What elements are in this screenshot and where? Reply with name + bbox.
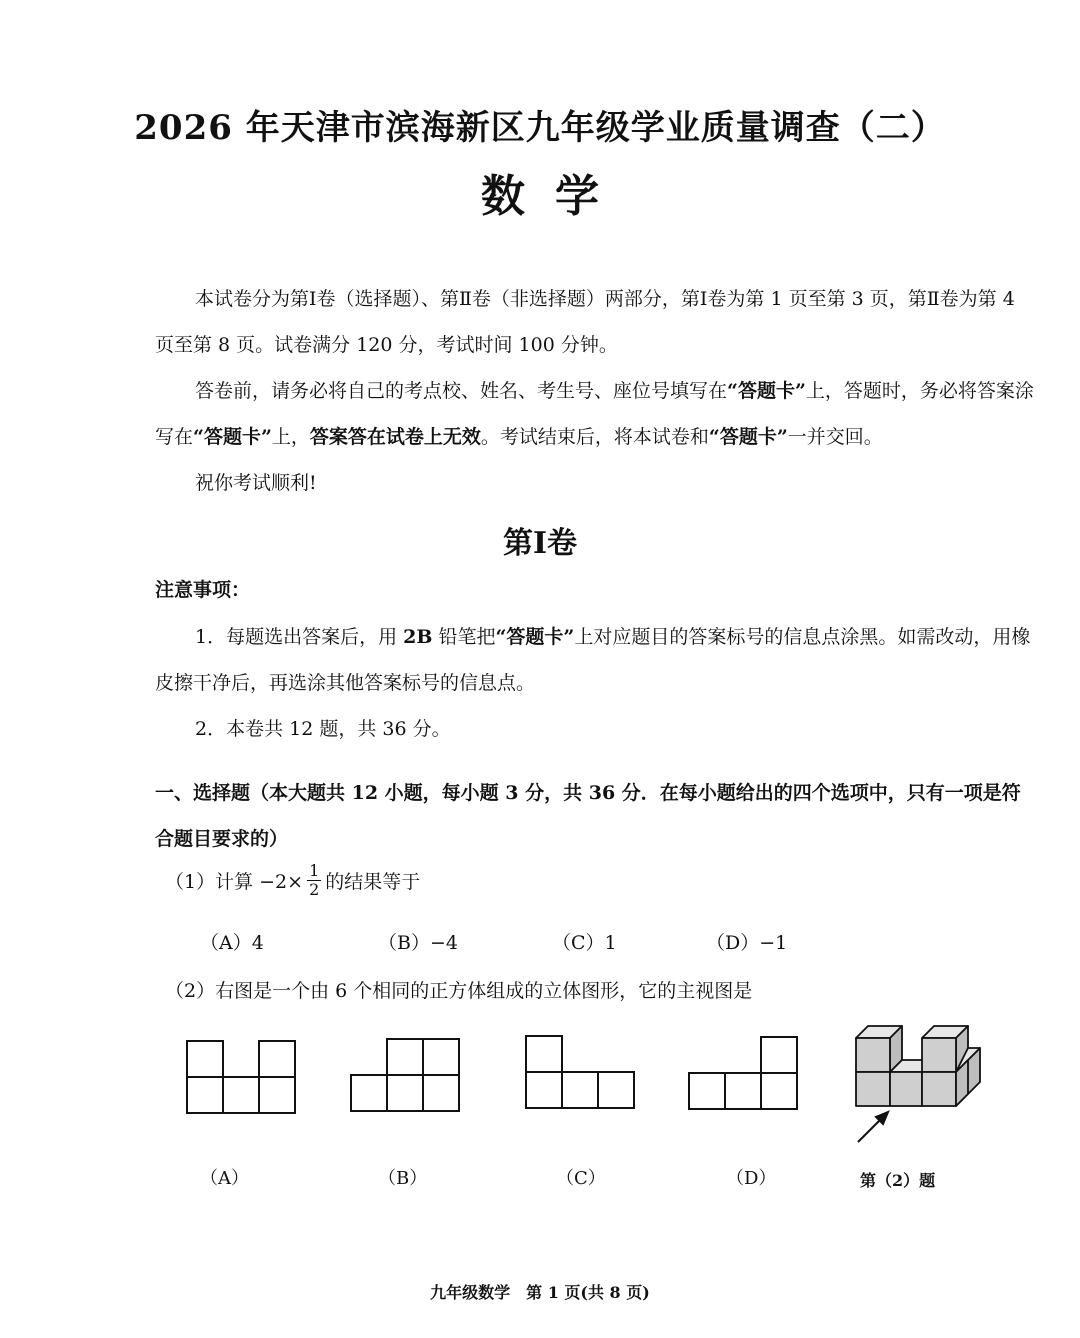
intro-text: 上，答题时，务必将答案涂写在	[155, 380, 1034, 448]
intro-paragraph-1: 本试卷分为第Ⅰ卷（选择题）、第Ⅱ卷（非选择题）两部分，第Ⅰ卷为第 1 页至第 3 页，第Ⅱ卷为第 4 页至第 8 页。试卷满分 120 分，考试时间 100 分钟。	[155, 288, 1015, 356]
note-text: 1．每题选出答案后，用	[195, 626, 404, 648]
page-title: 2026 年天津市滨海新区九年级学业质量调查（二）	[134, 108, 946, 148]
option-a-label: （A）	[200, 1168, 249, 1189]
option-b-label: （B）	[378, 1168, 428, 1189]
option-c-label: （C）	[556, 1168, 606, 1189]
answer-card-label: “答题卡”	[708, 426, 788, 448]
good-luck-text: 祝你考试顺利!	[195, 472, 317, 494]
question-1-stem	[165, 862, 420, 899]
fraction	[307, 862, 321, 899]
answer-card-label: “答题卡”	[193, 426, 272, 448]
intro-text: 上，	[271, 426, 310, 448]
option-b-figure	[350, 1038, 462, 1114]
question-1-prefix: （1）计算 −2×	[165, 871, 304, 893]
note-text: 上对应题目的答案标号的信息点涂黑。如需改动，用橡皮擦干净后，再选涂其他答案标号的信息点。	[155, 626, 1031, 694]
fraction-numerator: 1	[309, 861, 320, 880]
q1-option-a: （A）4	[200, 932, 264, 954]
q1-option-c: （C）1	[552, 932, 617, 954]
answer-card-label: “答题卡”	[727, 380, 806, 402]
page-footer: 九年级数学 第 1 页(共 8 页)	[430, 1283, 650, 1302]
option-a-figure	[186, 1040, 298, 1116]
answer-card-label: “答题卡”	[495, 626, 575, 648]
intro-paragraph-2	[155, 368, 1035, 460]
question-1-suffix: 的结果等于	[325, 871, 421, 893]
intro-text: 一并交回。	[787, 426, 883, 448]
notes-heading: 注意事项：	[155, 579, 251, 601]
warning-text: 答案答在试卷上无效	[309, 426, 481, 448]
pencil-grade: 2B	[403, 626, 433, 648]
q1-option-d: （D）−1	[706, 932, 788, 954]
fraction-denominator: 2	[309, 880, 320, 899]
intro-text: 答卷前，请务必将自己的考点校、姓名、考生号、座位号填写在	[195, 380, 728, 402]
figure-caption: 第（2）题	[860, 1171, 936, 1190]
section-heading: 一、选择题（本大题共 12 小题，每小题 3 分，共 36 分．在每小题给出的四个选项中，只有一项是符合题目要求的）	[155, 782, 1021, 850]
note-text: 铅笔把	[432, 626, 496, 648]
note-item-2: 2．本卷共 12 题，共 36 分。	[195, 718, 451, 740]
note-item-1	[155, 614, 1035, 706]
option-d-label: （D）	[726, 1168, 777, 1189]
cube-stack-figure	[846, 1020, 992, 1150]
question-2-stem: （2）右图是一个由 6 个相同的正方体组成的立体图形，它的主视图是	[165, 980, 753, 1002]
volume-title: 第Ⅰ卷	[502, 526, 578, 561]
subject-title: 数学	[481, 171, 629, 222]
q1-option-b: （B）−4	[378, 932, 458, 954]
intro-text: 。考试结束后，将本试卷和	[480, 426, 709, 448]
option-d-figure	[688, 1036, 800, 1112]
option-c-figure	[525, 1035, 637, 1111]
